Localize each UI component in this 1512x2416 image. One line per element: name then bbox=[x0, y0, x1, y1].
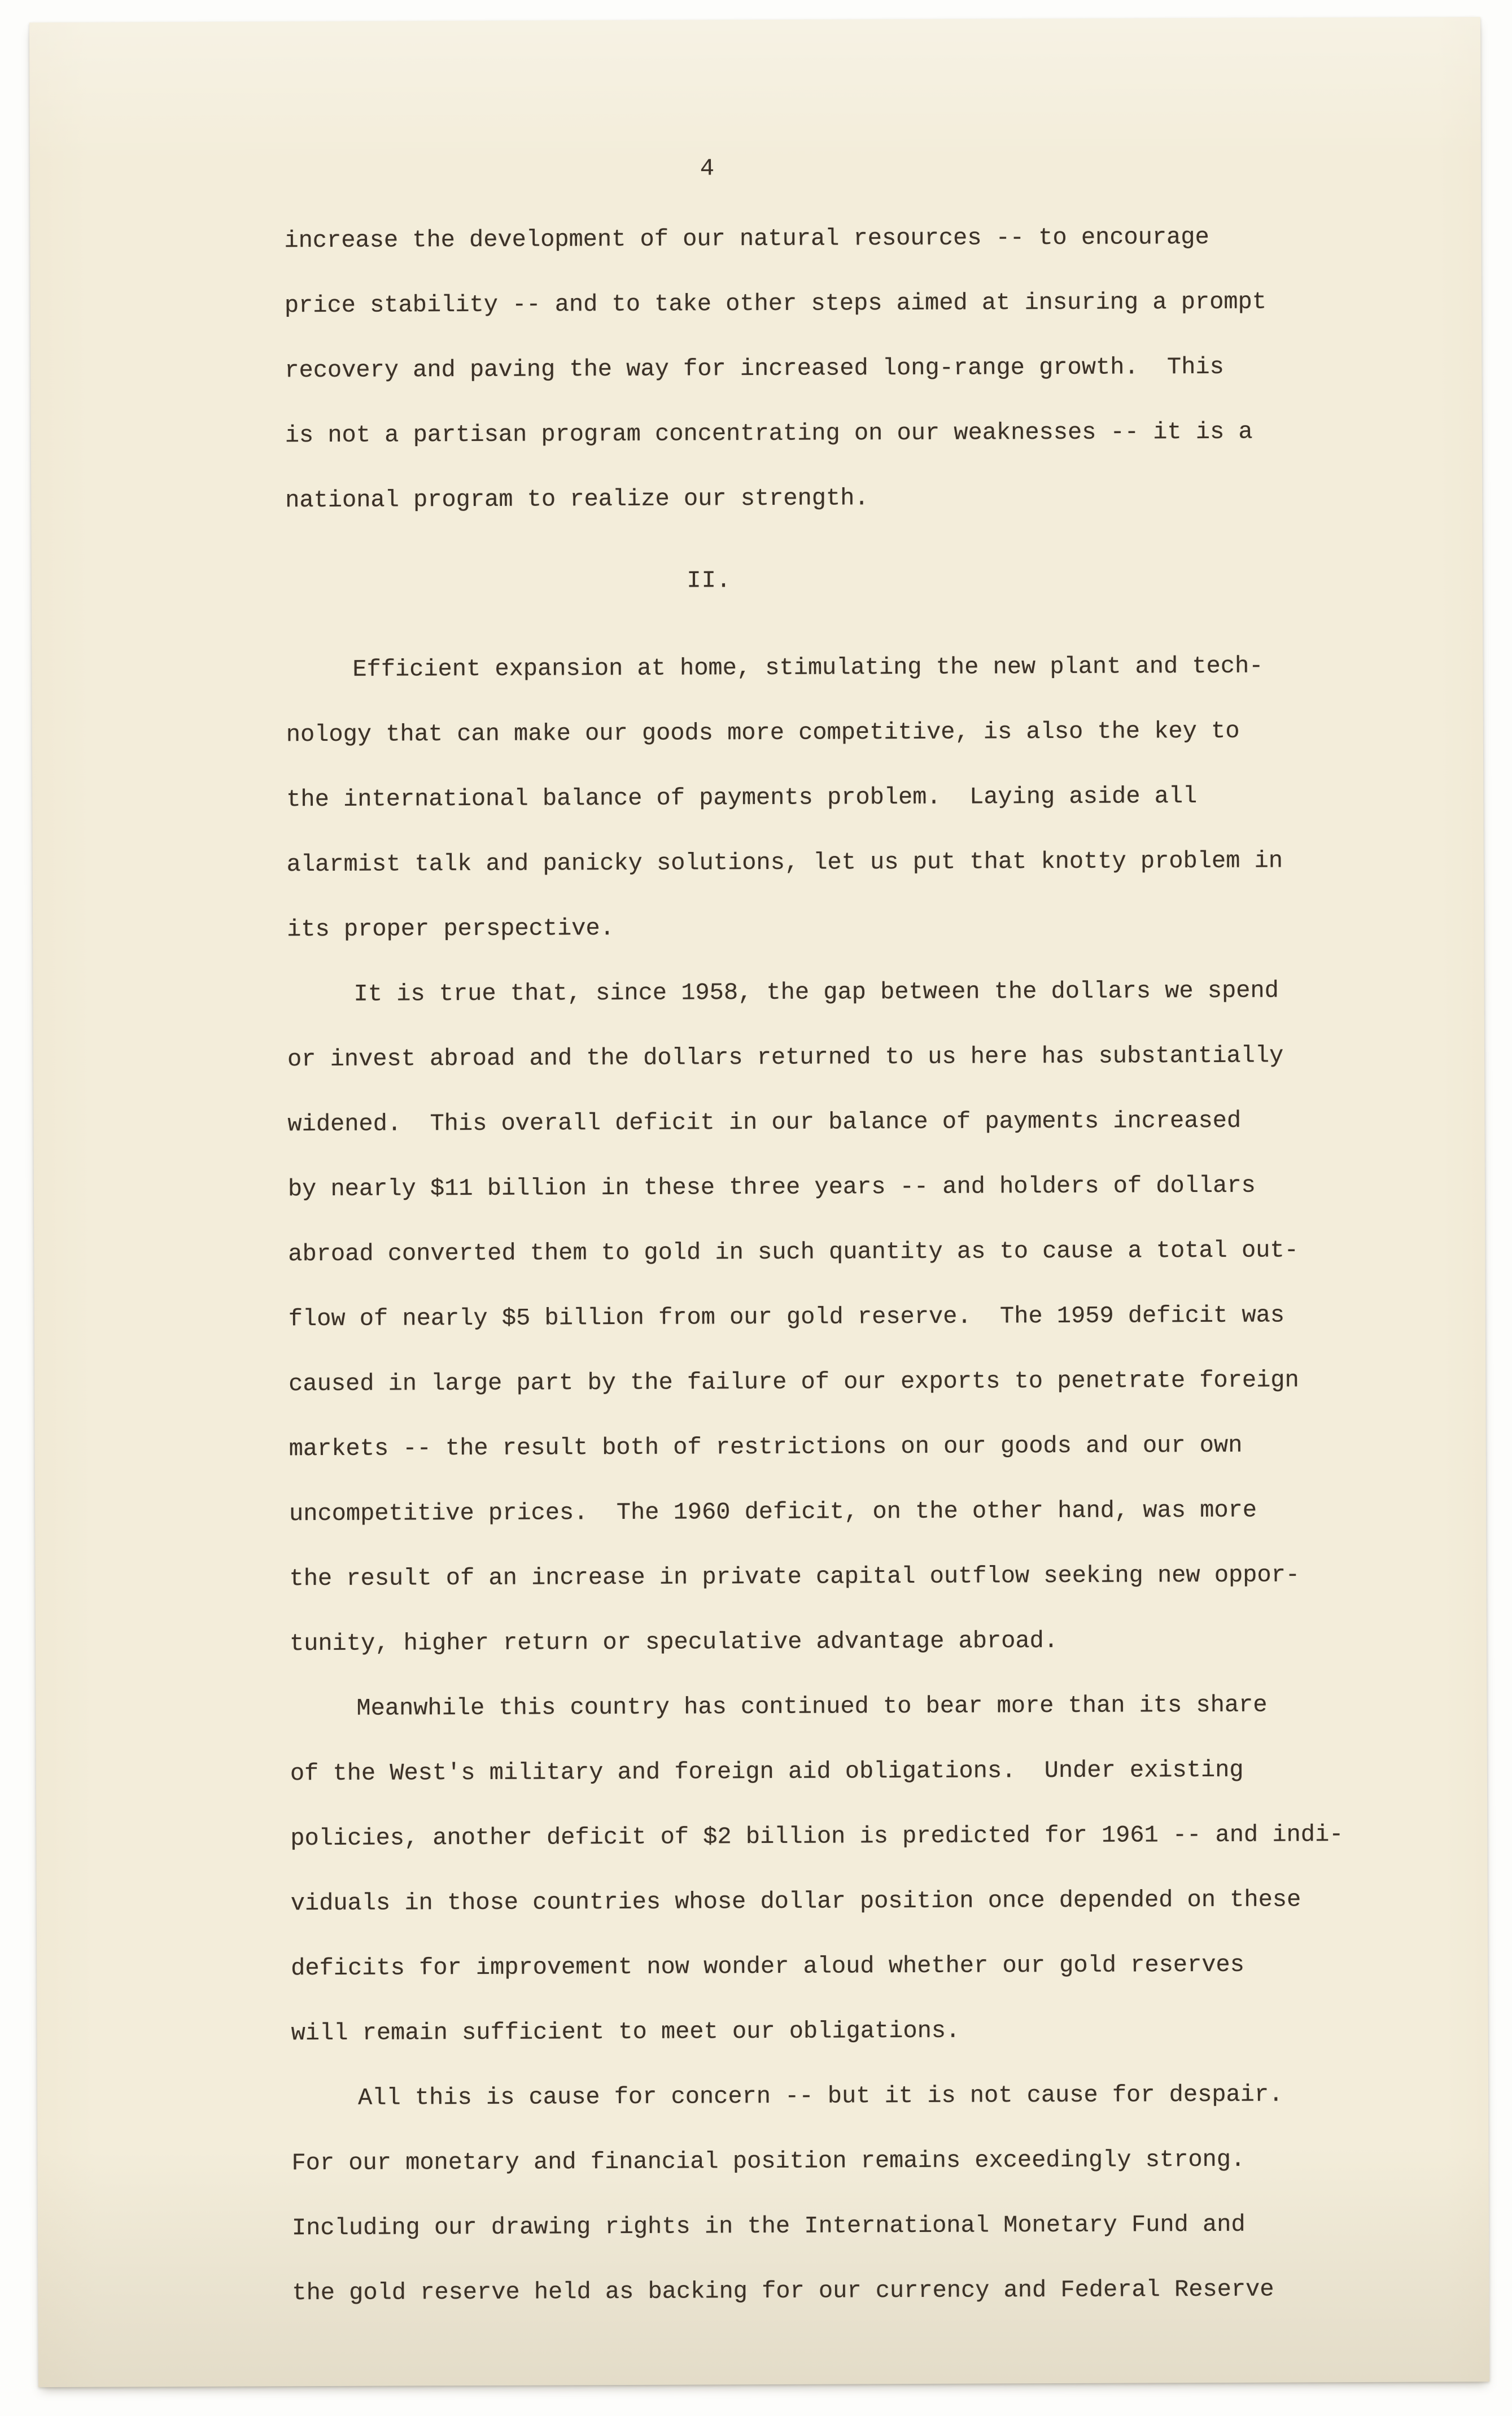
text-line: Efficient expansion at home, stimulating the new plant and tech- bbox=[352, 652, 1264, 683]
text-line: It is true that, since 1958, the gap between the dollars we spend bbox=[353, 977, 1279, 1008]
text-line: by nearly $11 billion in these three years -- and holders of dollars bbox=[287, 1172, 1256, 1203]
text-line: abroad converted them to gold in such quantity as to cause a total out- bbox=[288, 1237, 1299, 1268]
text-line: price stability -- and to take other steps aimed at insuring a prompt bbox=[284, 288, 1267, 320]
text-line: flow of nearly $5 billion from our gold reserve. The 1959 deficit was bbox=[288, 1301, 1285, 1333]
text-line: widened. This overall deficit in our balance of payments increased bbox=[287, 1107, 1242, 1138]
text-line: national program to realize our strength. bbox=[285, 484, 869, 514]
text-line: policies, another deficit of $2 billion is predicted for 1961 -- and indi- bbox=[290, 1821, 1344, 1853]
text-line: its proper perspective. bbox=[287, 915, 614, 943]
text-line: uncompetitive prices. The 1960 deficit, on the other hand, was more bbox=[289, 1496, 1257, 1528]
text-line: Meanwhile this country has continued to bear more than its share bbox=[356, 1691, 1268, 1722]
text-line: the result of an increase in private capital outflow seeking new oppor- bbox=[289, 1561, 1300, 1593]
paper-page bbox=[29, 17, 1489, 2387]
text-line: increase the development of our natural resources -- to encourage bbox=[284, 223, 1209, 255]
text-line: or invest abroad and the dollars returned to us here has substantially bbox=[287, 1042, 1284, 1073]
text-line: For our monetary and financial position remains exceedingly strong. bbox=[291, 2146, 1246, 2177]
text-line: viduals in those countries whose dollar position once depended on these bbox=[290, 1886, 1301, 1917]
text-line: recovery and paving the way for increased long-range growth. This bbox=[285, 353, 1224, 385]
text-line: markets -- the result both of restrictions on our goods and our own bbox=[289, 1431, 1243, 1463]
text-line: caused in large part by the failure of our exports to penetrate foreign bbox=[289, 1366, 1299, 1398]
text-line: is not a partisan program concentrating on our weaknesses -- it is a bbox=[285, 418, 1253, 449]
text-line: the gold reserve held as backing for our currency and Federal Reserve bbox=[292, 2275, 1274, 2307]
text-line: will remain sufficient to meet our obligations. bbox=[291, 2017, 960, 2047]
text-line: nology that can make our goods more competitive, is also the key to bbox=[286, 717, 1240, 749]
text-line: All this is cause for concern -- but it is not cause for despair. bbox=[358, 2081, 1283, 2112]
text-line: the international balance of payments problem. Laying aside all bbox=[286, 783, 1198, 814]
text-line: Including our drawing rights in the International Monetary Fund and bbox=[291, 2210, 1246, 2242]
page-number: 4 bbox=[700, 155, 715, 182]
section-heading: II. bbox=[687, 567, 732, 595]
text-line: deficits for improvement now wonder aloud whether our gold reserves bbox=[291, 1951, 1245, 1982]
text-line: tunity, higher return or speculative advantage abroad. bbox=[289, 1627, 1059, 1658]
document-text bbox=[284, 204, 1432, 2326]
text-line: alarmist talk and panicky solutions, let us put that knotty problem in bbox=[286, 847, 1283, 879]
text-line: of the West's military and foreign aid obligations. Under existing bbox=[290, 1756, 1244, 1788]
